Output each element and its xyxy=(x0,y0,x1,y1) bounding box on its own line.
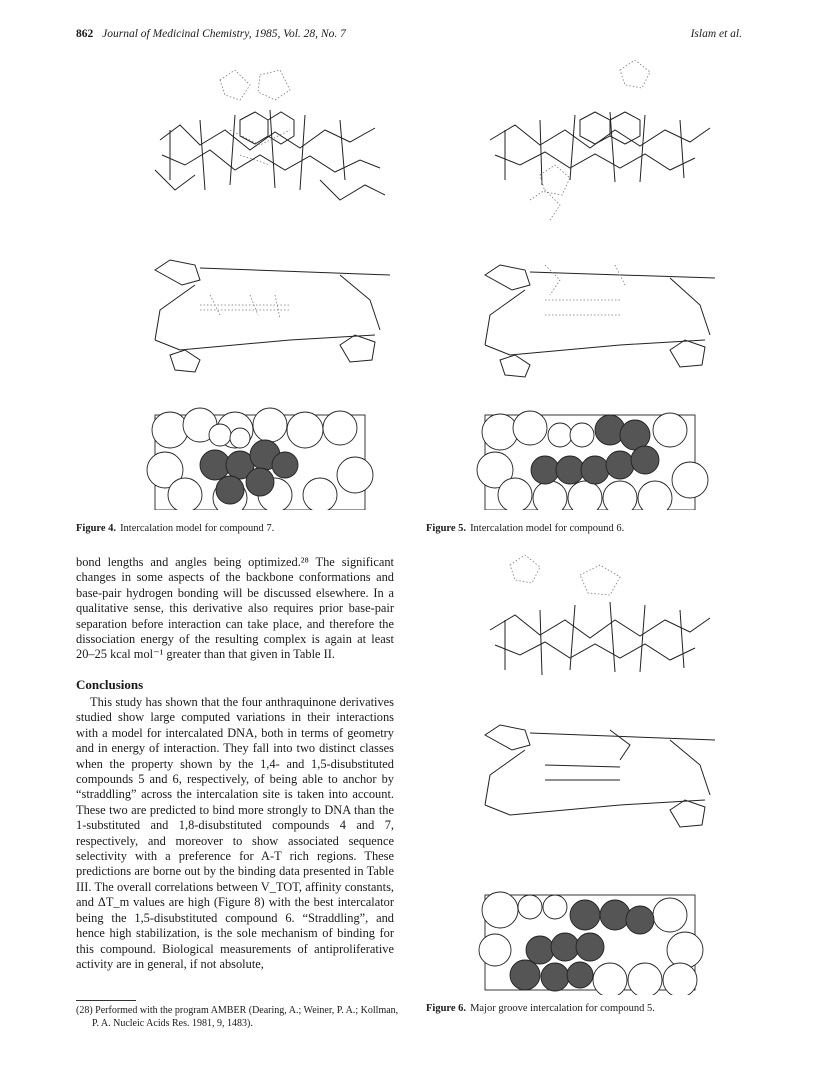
conclusions-heading: Conclusions xyxy=(76,677,144,692)
fig6-top-ligand xyxy=(510,555,620,595)
figure-6-images xyxy=(470,555,730,995)
fig4-top-ligand xyxy=(220,70,290,165)
figure-5-images xyxy=(470,60,730,510)
fig4-middle-view xyxy=(155,260,390,372)
paragraph-1-text: bond lengths and angles being optimized.²⁸ The significant changes in some aspects of the backbone conformations and base-pair hydrogen bonding will be discussed elsewhere. In a qualitative sense, this derivative also requires prior base-pair separation before interaction can take place, and therefore the dissociation energy of the resulting complex is again at least 20–25 kcal mol⁻¹ greater than that given in Table II. xyxy=(76,555,394,662)
paragraph-continued xyxy=(76,555,394,663)
figure-4-images xyxy=(140,70,400,510)
fig6-middle-view xyxy=(485,725,715,827)
fig5-top-view xyxy=(490,112,710,185)
running-header xyxy=(76,28,742,44)
conclusions-body xyxy=(76,695,394,972)
footnote xyxy=(76,1005,402,1030)
figure-6-caption xyxy=(426,1002,655,1015)
fig4-middle-ligand xyxy=(200,295,290,318)
fig5-ligand-spheres xyxy=(531,415,659,484)
header-authors: Islam et al. xyxy=(690,28,742,40)
fig5-middle-view xyxy=(485,265,715,377)
fig6-top-view xyxy=(490,602,710,675)
figure-5-text: Intercalation model for compound 6. xyxy=(470,523,625,534)
fig4-top-view xyxy=(155,110,385,200)
figure-6-label: Figure 6. xyxy=(426,1003,467,1014)
figure-4-drawing xyxy=(140,70,400,510)
figure-5-caption xyxy=(426,522,624,535)
page-number: 862 xyxy=(76,28,94,40)
figure-4-caption xyxy=(76,522,274,535)
figure-4-text: Intercalation model for compound 7. xyxy=(120,523,275,534)
figure-5-label: Figure 5. xyxy=(426,523,467,534)
figure-6-text: Major groove intercalation for compound 5. xyxy=(470,1003,655,1014)
footnote-rule xyxy=(76,1000,136,1001)
figure-4-label: Figure 4. xyxy=(76,523,117,534)
figure-5-drawing xyxy=(470,60,730,510)
footnote-28-text: (28) Performed with the program AMBER (Dearing, A.; Weiner, P. A.; Kollman, P. A. Nucleic Acids Res. 1981, 9, 1483). xyxy=(76,1005,399,1029)
figure-6-drawing xyxy=(470,555,730,995)
journal-title: Journal of Medicinal Chemistry, 1985, Vol. 28, No. 7 xyxy=(102,28,346,40)
conclusions-text: This study has shown that the four anthraquinone derivatives studied show large computed variations in their interactions with a model for intercalated DNA, both in terms of geometry and in energy of interaction. They fall into two distinct classes when the property shown by the 1,4- and 1,5-disubstituted compounds 5 and 6, respectively, of being able to anchor by “straddling” across the intercalation site is taken into account. These two are predicted to bind more strongly to DNA than the 1-substituted and 1,8-disubstituted compounds 4 and 7, respectively, and moreover to show associated sequence selectivity with a preference for A-T rich regions. These predictions are borne out by the binding data presented in Table III. The overall correlations between V_TOT, affinity constants, and ΔT_m values are high (Figure 8) with the best intercalator being the 1,5-disubstituted compound 6. “Straddling”, and hence high stabilization, is the sole mechanism of binding for this compound. Biological measurements of antiproliferative activity are in general, if not absolute, xyxy=(76,695,394,971)
